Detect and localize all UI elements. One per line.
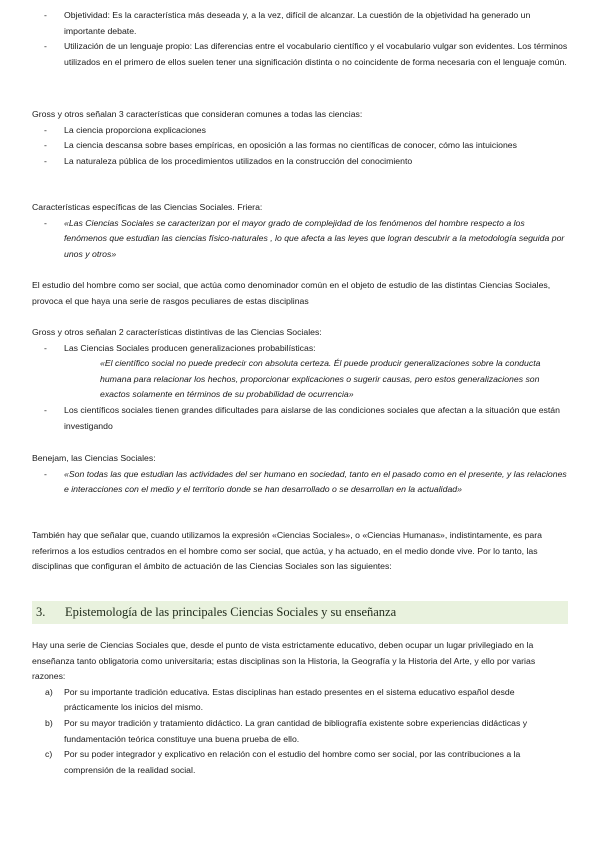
bullet-text: Las Ciencias Sociales producen generalizaciones probabilísticas: (64, 342, 316, 353)
list-item-text: Por su mayor tradición y tratamiento didáctico. La gran cantidad de bibliografía existente sobre experiencias didácticas y fundamentación teórica constituye una buena prueba de ello. (64, 717, 528, 744)
list-item (32, 403, 568, 434)
bullet-marker: - (44, 140, 47, 151)
bullet-marker: - (44, 468, 47, 479)
list-item (32, 123, 568, 139)
gross-characteristics-section (32, 107, 568, 169)
section-number: 3. (36, 605, 46, 619)
friera-section (32, 200, 568, 262)
section-title: Epistemología de las principales Ciencias Sociales y su enseñanza (65, 605, 397, 619)
bullet-text: La ciencia proporciona explicaciones (64, 124, 206, 135)
top-bullet-list (32, 8, 568, 70)
list-item (32, 747, 568, 778)
list-marker: a) (45, 686, 53, 697)
paragraph: Gross y otros señalan 2 características distintivas de las Ciencias Sociales: (32, 327, 322, 337)
section-heading (32, 601, 568, 624)
paragraph: También hay que señalar que, cuando utilizamos la expresión «Ciencias Sociales», o «Ciencias Humanas», indistintamente, es para referirnos a los estudios centrados en el hombre como ser social, que actúa, y ha actuado, en el medio donde vive. Por lo tanto, las disciplinas que configuran el ámbito de actuación de las Ciencias Sociales son las siguientes: (32, 530, 542, 572)
bullet-marker: - (44, 404, 47, 415)
list-item (32, 216, 568, 263)
quote-text: «Las Ciencias Sociales se caracterizan por el mayor grado de complejidad de los fenómenos del hombre respecto a los fenómenos que estudian las ciencias físico-naturales , lo que afecta a las leyes que logran descubrir a la metodología seguida por unos y otros» (64, 217, 565, 259)
list-marker: b) (45, 717, 53, 728)
quote-text: «Son todas las que estudian las actividades del ser humano en sociedad, tanto en el pasado como en el presente, y las relaciones e interacciones con el medio y el territorio donde se han desarrollado o se desarrollan en la actualidad» (64, 468, 567, 495)
bullet-text: La ciencia descansa sobre bases empíricas, en oposición a las formas no científicas de conocer, cómo las intuiciones (64, 140, 517, 151)
bullet-marker: - (44, 41, 47, 52)
paragraph: Gross y otros señalan 3 características que consideran comunes a todas las ciencias: (32, 109, 363, 119)
list-item-text: Por su poder integrador y explicativo en relación con el estudio del hombre como ser social, por las contribuciones a la comprensión de la realidad social. (64, 749, 521, 775)
quote-text: «El científico social no puede predecir con absoluta certeza. Él puede producir generalizaciones sobre la conducta humana para relacionar los hechos, proporcionar explicaciones o sugerir causas, pero estos generalizaciones son exactos solamente en términos de su probabilidad de ocurrencia» (100, 358, 541, 400)
bullet-text: La naturaleza pública de los procedimientos utilizados en la construcción del conocimiento (64, 155, 413, 166)
paragraph: El estudio del hombre como ser social, que actúa como denominador común en el objeto de estudio de las distintas Ciencias Sociales, provoca el que haya una serie de rasgos peculiares de estas disciplinas (32, 280, 551, 306)
list-item (32, 154, 568, 170)
paragraph: Características específicas de las Ciencias Sociales. Friera: (32, 202, 263, 212)
bullet-text: Objetividad: Es la característica más deseada y, a la vez, difícil de alcanzar. La cuestión de la objetividad ha generado un importante debate. (64, 10, 531, 36)
bullet-text: Los científicos sociales tienen grandes dificultades para aislarse de las condiciones sociales que afectan a la situación que están investigando (64, 404, 560, 431)
section-body (32, 638, 568, 778)
list-item (32, 716, 568, 747)
list-item (32, 8, 568, 39)
list-item (32, 685, 568, 716)
bullet-marker: - (44, 342, 47, 353)
paragraph: Hay una serie de Ciencias Sociales que, desde el punto de vista estrictamente educativo, deben ocupar un lugar privilegiado en la enseñanza tanto obligatoria como universitaria; estas disciplinas son la Historia, la Geografía y la Historia del Arte, y ello por varias razones: (32, 640, 536, 682)
paragraph: Benejam, las Ciencias Sociales: (32, 453, 156, 463)
bullet-marker: - (44, 10, 47, 20)
list-item (32, 341, 568, 357)
list-item (32, 467, 568, 498)
list-marker: c) (45, 749, 53, 760)
estudio-section (32, 278, 568, 309)
tambien-section (32, 528, 568, 575)
benejam-section (32, 451, 568, 498)
bullet-text: Utilización de un lenguaje propio: Las diferencias entre el vocabulario científico y el vocabulario vulgar son evidentes. Los términos utilizados en el primero de ellos suelen tener una significación distinta o no coincidente de forma necesaria con el lenguaje común. (64, 41, 568, 67)
bullet-marker: - (44, 124, 47, 135)
list-item-text: Por su importante tradición educativa. Estas disciplinas han estado presentes en el sistema educativo español desde prácticamente los inicios del mismo. (64, 686, 515, 713)
list-item (32, 138, 568, 154)
bullet-marker: - (44, 155, 47, 166)
bullet-marker: - (44, 217, 47, 228)
gross-distinctive-section (32, 325, 568, 434)
list-item (32, 39, 568, 70)
